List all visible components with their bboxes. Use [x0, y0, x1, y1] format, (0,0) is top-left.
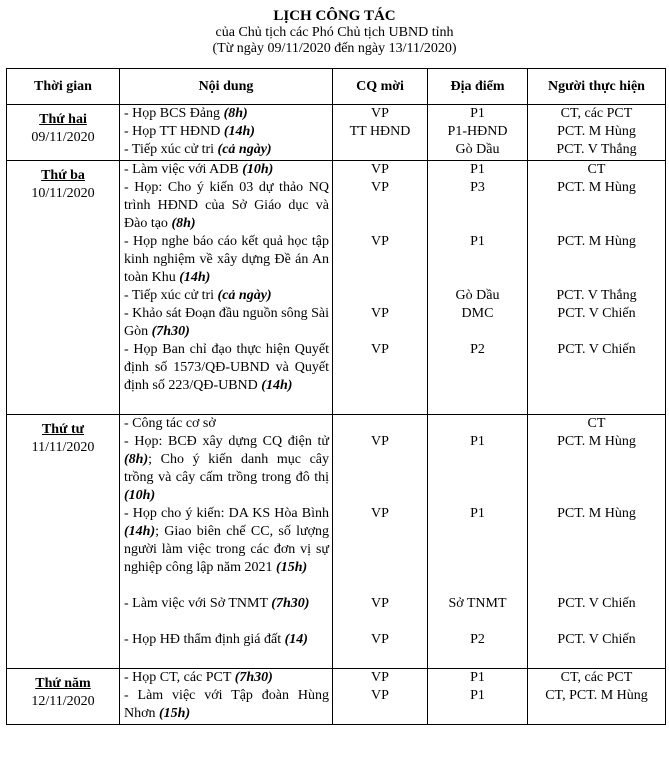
- item-time: (10h): [242, 162, 274, 177]
- day-cell: [7, 105, 120, 161]
- location-cell: [428, 161, 528, 415]
- item-place: P3: [470, 180, 485, 195]
- item-org: VP: [371, 596, 389, 611]
- day-date: 11/11/2020: [31, 440, 95, 455]
- item-time: (14): [284, 632, 308, 647]
- item-place: P1: [470, 688, 485, 703]
- item-time: (7h30): [234, 670, 273, 685]
- item-text: - Họp TT HĐND: [124, 124, 224, 139]
- schedule-item: [124, 123, 329, 141]
- schedule-item: [124, 415, 329, 433]
- organizer-cell: [333, 669, 428, 725]
- schedule-item: [124, 105, 329, 123]
- document-title: LỊCH CÔNG TÁC: [273, 8, 396, 24]
- item-person: CT: [587, 162, 606, 177]
- item-place: P1: [470, 106, 485, 121]
- item-person: PCT. V Thắng: [556, 288, 637, 303]
- item-person: PCT. M Hùng: [557, 434, 636, 449]
- item-place: Gò Dầu: [455, 142, 500, 157]
- item-org: VP: [371, 180, 389, 195]
- table-row: [7, 105, 666, 161]
- item-time: (cả ngày): [217, 142, 272, 157]
- item-text: - Tiếp xúc cử tri: [124, 288, 218, 303]
- item-text: - Họp: Cho ý kiến 03 dự thảo NQ trình HĐND của Sở Giáo dục và Đào tạo: [124, 180, 329, 231]
- day-cell: [7, 415, 120, 669]
- item-time: (14h): [124, 524, 156, 539]
- item-text: - Họp: BCĐ xây dựng CQ điện tử: [124, 434, 329, 449]
- item-person: CT: [587, 416, 606, 431]
- item-person: PCT. V Chiến: [557, 342, 636, 357]
- person-cell: [528, 161, 666, 415]
- item-time: (10h): [124, 488, 156, 503]
- table-header-row: [7, 69, 666, 105]
- day-name: Thứ năm: [35, 676, 91, 691]
- column-header-person: Người thực hiện: [528, 69, 666, 105]
- date-range: (Từ ngày 09/11/2020 đến ngày 13/11/2020): [212, 41, 457, 56]
- column-header-location: Địa điểm: [428, 69, 528, 105]
- schedule-item: [124, 305, 329, 341]
- day-cell: [7, 161, 120, 415]
- item-text: - Làm việc với ADB: [124, 162, 243, 177]
- column-header-time: Thời gian: [7, 69, 120, 105]
- item-org: VP: [371, 234, 389, 249]
- schedule-item: [124, 341, 329, 413]
- item-time: (8h): [124, 452, 149, 467]
- item-time: (7h30): [151, 324, 190, 339]
- day-name: Thứ ba: [41, 168, 85, 183]
- item-org: VP: [371, 106, 389, 121]
- day-date: 09/11/2020: [31, 130, 95, 145]
- item-text: - Họp HĐ thẩm định giá đất: [124, 632, 285, 647]
- item-place: Gò Dầu: [455, 288, 500, 303]
- item-text: ; Cho ý kiến danh mục cây trồng và cây cấm trồng trong đô thị: [124, 452, 329, 485]
- item-place: DMC: [461, 306, 494, 321]
- schedule-item: [124, 669, 329, 687]
- item-text: - Làm việc với Tập đoàn Hùng Nhơn: [124, 688, 329, 721]
- item-org: VP: [371, 688, 389, 703]
- location-cell: [428, 669, 528, 725]
- item-person: PCT. V Chiến: [557, 632, 636, 647]
- item-person: PCT. V Chiến: [557, 596, 636, 611]
- item-person: PCT. M Hùng: [557, 124, 636, 139]
- item-org: VP: [371, 306, 389, 321]
- item-person: PCT. M Hùng: [557, 506, 636, 521]
- item-place: [430, 415, 525, 433]
- table-row: [7, 161, 666, 415]
- item-org: [335, 415, 425, 433]
- schedule-item: [124, 233, 329, 287]
- item-time: (15h): [159, 706, 191, 721]
- item-text: - Làm việc với Sở TNMT: [124, 596, 272, 611]
- item-place: P1: [470, 234, 485, 249]
- item-time: (8h): [223, 106, 248, 121]
- schedule-item: [124, 433, 329, 505]
- organizer-cell: [333, 415, 428, 669]
- item-text: - Tiếp xúc cử tri: [124, 142, 218, 157]
- person-cell: [528, 415, 666, 669]
- schedule-table: [6, 68, 666, 725]
- column-header-organizer: CQ mời: [333, 69, 428, 105]
- item-org: VP: [371, 342, 389, 357]
- document-subtitle: của Chủ tịch các Phó Chủ tịch UBND tỉnh: [215, 25, 454, 40]
- item-person: CT, các PCT: [560, 106, 633, 121]
- item-org: [335, 141, 425, 159]
- schedule-item: [124, 687, 329, 723]
- item-org: VP: [371, 670, 389, 685]
- content-cell: [120, 161, 333, 415]
- document-header: [0, 0, 669, 57]
- schedule-item: [124, 631, 329, 667]
- item-person: CT, các PCT: [560, 670, 633, 685]
- person-cell: [528, 105, 666, 161]
- item-org: VP: [371, 162, 389, 177]
- item-time: (cả ngày): [217, 288, 272, 303]
- content-cell: [120, 415, 333, 669]
- item-place: P1-HĐND: [447, 124, 508, 139]
- item-place: P2: [470, 342, 485, 357]
- item-person: PCT. M Hùng: [557, 180, 636, 195]
- schedule-item: [124, 161, 329, 179]
- item-org: [335, 287, 425, 305]
- item-org: VP: [371, 632, 389, 647]
- column-header-content: Nội dung: [120, 69, 333, 105]
- item-org: TT HĐND: [349, 124, 411, 139]
- item-text: - Họp cho ý kiến: DA KS Hòa Bình: [124, 506, 329, 521]
- item-org: VP: [371, 434, 389, 449]
- item-text: - Công tác cơ sở: [124, 416, 216, 431]
- item-place: P1: [470, 434, 485, 449]
- item-time: (14h): [223, 124, 255, 139]
- location-cell: [428, 105, 528, 161]
- day-date: 10/11/2020: [31, 186, 95, 201]
- schedule-item: [124, 141, 329, 159]
- item-org: VP: [371, 506, 389, 521]
- item-person: PCT. V Thắng: [556, 142, 637, 157]
- person-cell: [528, 669, 666, 725]
- schedule-item: [124, 595, 329, 631]
- table-row: [7, 415, 666, 669]
- item-place: P1: [470, 162, 485, 177]
- organizer-cell: [333, 105, 428, 161]
- item-place: Sở TNMT: [448, 596, 507, 611]
- item-person: CT, PCT. M Hùng: [545, 688, 648, 703]
- schedule-item: [124, 287, 329, 305]
- location-cell: [428, 415, 528, 669]
- schedule-item: [124, 505, 329, 595]
- item-time: (14h): [179, 270, 211, 285]
- table-row: [7, 669, 666, 725]
- day-date: 12/11/2020: [31, 694, 95, 709]
- content-cell: [120, 669, 333, 725]
- schedule-item: [124, 179, 329, 233]
- item-person: PCT. M Hùng: [557, 234, 636, 249]
- organizer-cell: [333, 161, 428, 415]
- item-person: PCT. V Chiến: [557, 306, 636, 321]
- day-name: Thứ tư: [41, 422, 85, 437]
- content-cell: [120, 105, 333, 161]
- item-text: - Khảo sát Đoạn đầu nguồn sông Sài Gòn: [124, 306, 329, 339]
- item-text: - Họp BCS Đảng: [124, 106, 224, 121]
- item-time: (15h): [276, 560, 308, 575]
- item-time: (14h): [261, 378, 293, 393]
- item-time: (8h): [171, 216, 196, 231]
- item-place: P1: [470, 670, 485, 685]
- item-text: - Họp CT, các PCT: [124, 670, 235, 685]
- day-cell: [7, 669, 120, 725]
- item-place: P1: [470, 506, 485, 521]
- item-place: P2: [470, 632, 485, 647]
- day-name: Thứ hai: [39, 112, 87, 127]
- item-time: (7h30): [271, 596, 310, 611]
- item-text: - Họp Ban chỉ đạo thực hiện Quyết định số 1573/QĐ-UBND và Quyết định số 223/QĐ-UBND: [124, 342, 329, 393]
- item-text: ; Giao biên chế CC, số lượng người làm việc trong các đơn vị sự nghiệp công lập năm 2021: [124, 524, 329, 575]
- item-text: - Họp nghe báo cáo kết quả học tập kinh nghiệm về xây dựng Đề án An toàn Khu: [124, 234, 329, 285]
